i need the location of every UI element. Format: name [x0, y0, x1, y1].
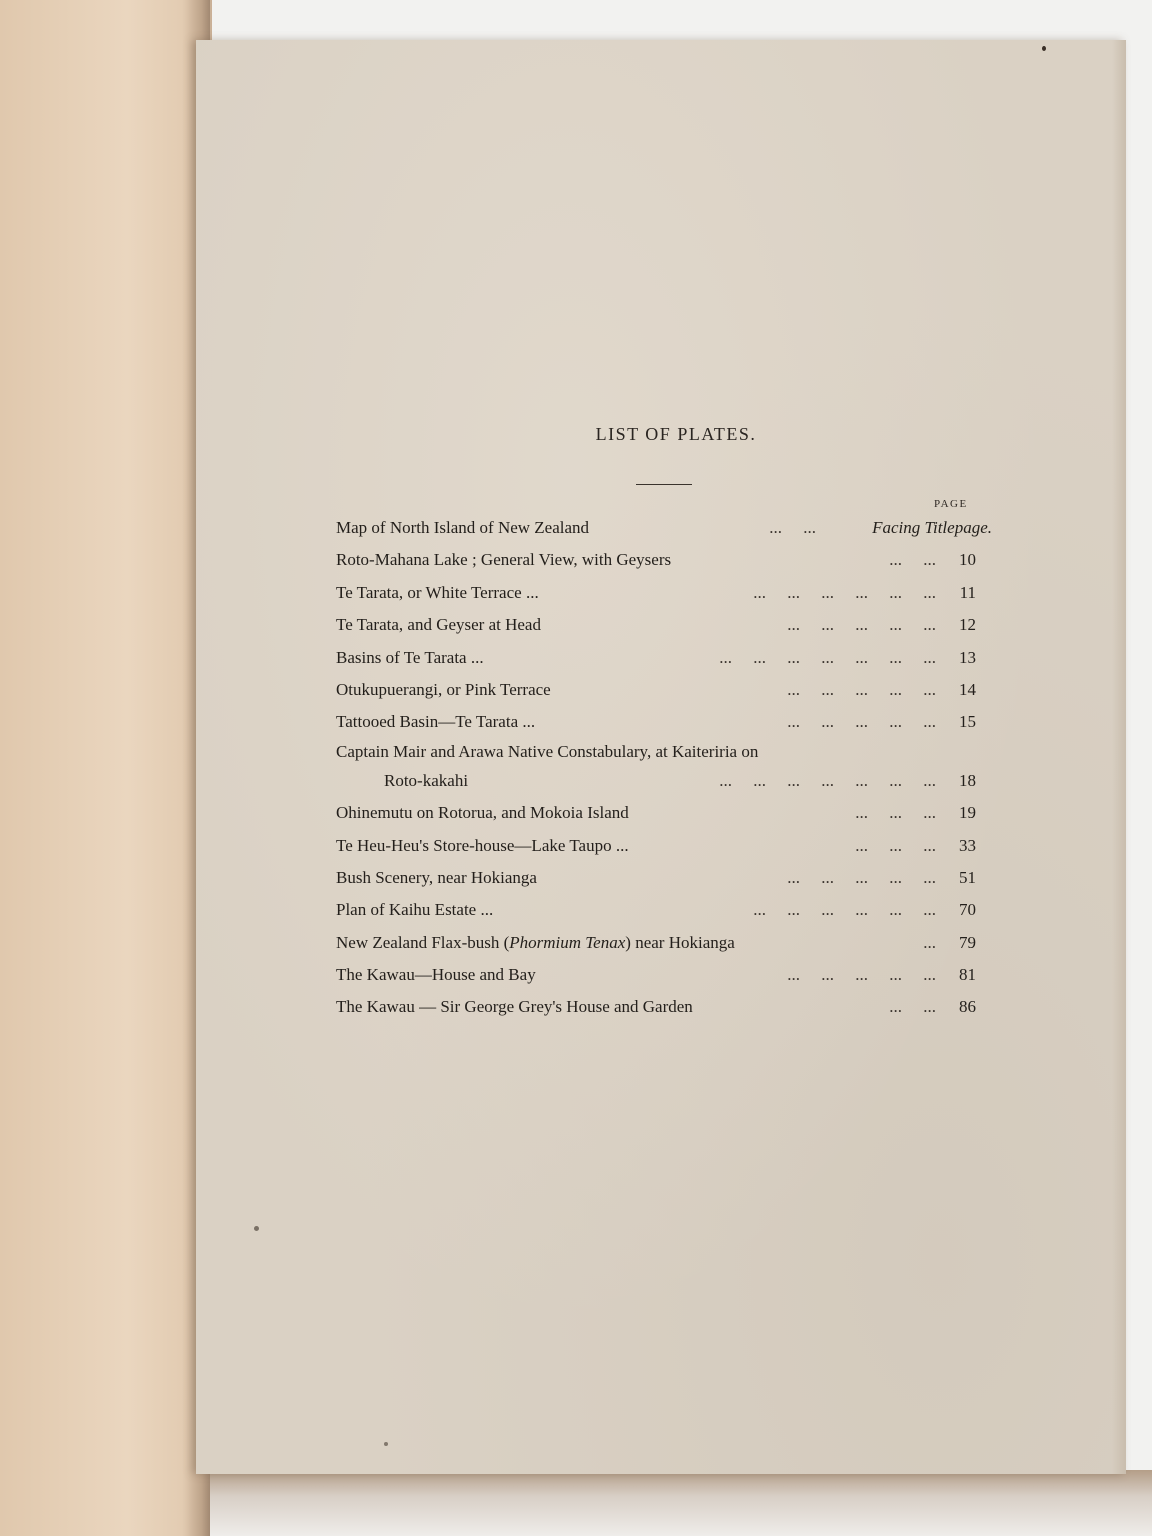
plate-title: The Kawau—House and Bay — [336, 965, 536, 985]
paper-speck — [384, 1442, 388, 1446]
plate-entry — [336, 642, 976, 674]
plate-entry — [336, 739, 976, 765]
leader-dots: ... — [923, 932, 936, 952]
leader-dots: ... ... ... ... ... — [787, 867, 936, 887]
plate-title: New Zealand Flax-bush (Phormium Tenax) near Hokianga — [336, 932, 735, 952]
leader-dots: ... ... ... — [855, 835, 936, 855]
plate-entry — [336, 765, 976, 797]
plate-title: Roto-kakahi — [384, 770, 469, 790]
plate-title: Basins of Te Tarata ... — [336, 647, 484, 667]
leader-dots: ... ... ... ... ... ... ... — [719, 770, 936, 790]
plate-entry — [336, 862, 976, 894]
page-title: LIST OF PLATES. — [595, 424, 757, 444]
page-column-header: PAGE — [934, 498, 968, 510]
plate-entry — [336, 797, 976, 829]
plate-entry — [336, 609, 976, 641]
page-number: 51 — [959, 867, 976, 887]
leader-dots: ... ... ... ... ... — [787, 965, 936, 985]
plate-entry — [336, 830, 976, 862]
paper-speck — [1042, 46, 1046, 51]
leader-dots: ... ... — [769, 518, 816, 537]
leader-dots: ... ... ... — [855, 803, 936, 823]
leader-dots: ... ... ... ... ... ... — [753, 582, 936, 602]
plate-title: Tattooed Basin—Te Tarata ... — [336, 712, 536, 732]
plate-title: Ohinemutu on Rotorua, and Mokoia Island — [336, 803, 629, 823]
leader-dots: ... ... ... ... ... ... — [753, 900, 936, 920]
page-number: Facing Titlepage. — [872, 518, 992, 537]
plate-title: Te Heu-Heu's Store-house—Lake Taupo ... — [336, 835, 629, 855]
page-number: 19 — [959, 803, 976, 823]
plate-entry — [336, 706, 976, 738]
page-number: 10 — [959, 550, 976, 570]
leader-dots: ... ... ... ... ... ... ... — [719, 647, 936, 667]
page-edge — [1112, 40, 1126, 1474]
leader-dots: ... ... ... ... ... — [787, 615, 936, 635]
page-number: 12 — [959, 615, 976, 635]
page-number: 70 — [959, 900, 976, 920]
book-cover-edge — [210, 1470, 1152, 1536]
plate-title: Otukupuerangi, or Pink Terrace — [336, 679, 551, 699]
page-number: 33 — [959, 835, 976, 855]
plates-list — [336, 512, 992, 1024]
plate-entry — [336, 577, 976, 609]
page-number: 11 — [959, 582, 976, 602]
facing-left-page — [0, 0, 212, 1536]
plate-entry — [336, 894, 976, 926]
page-number: 81 — [959, 965, 976, 985]
plate-entry — [336, 991, 976, 1023]
plate-entry — [336, 959, 976, 991]
plate-entry — [336, 927, 976, 959]
leader-dots: ... ... ... ... ... — [787, 712, 936, 732]
plate-title: Te Tarata, or White Terrace ... — [336, 582, 539, 602]
plate-entry — [336, 674, 976, 706]
page-number: 13 — [959, 647, 976, 667]
page-number: 86 — [959, 997, 976, 1017]
page-number: 79 — [959, 932, 976, 952]
plate-title: Bush Scenery, near Hokianga — [336, 867, 537, 887]
plate-title: Captain Mair and Arawa Native Constabulary, at Kaiteriria on — [336, 741, 759, 761]
plate-title: Te Tarata, and Geyser at Head — [336, 615, 541, 635]
plate-entry — [336, 544, 976, 576]
leader-dots: ... ... — [889, 550, 936, 570]
plate-title: The Kawau — Sir George Grey's House and Garden — [336, 997, 693, 1017]
book-page — [196, 40, 1126, 1474]
plate-title: Plan of Kaihu Estate ... — [336, 900, 494, 920]
plate-title: Map of North Island of New Zealand — [336, 518, 590, 537]
plate-title: Roto-Mahana Lake ; General View, with Geysers — [336, 550, 672, 570]
page-number: 14 — [959, 679, 976, 699]
title-rule — [636, 484, 692, 485]
leader-dots: ... ... — [889, 997, 936, 1017]
page-number: 18 — [959, 770, 976, 790]
plate-entry — [336, 512, 992, 544]
paper-speck — [254, 1226, 259, 1231]
page-number: 15 — [959, 712, 976, 732]
leader-dots: ... ... ... ... ... — [787, 679, 936, 699]
